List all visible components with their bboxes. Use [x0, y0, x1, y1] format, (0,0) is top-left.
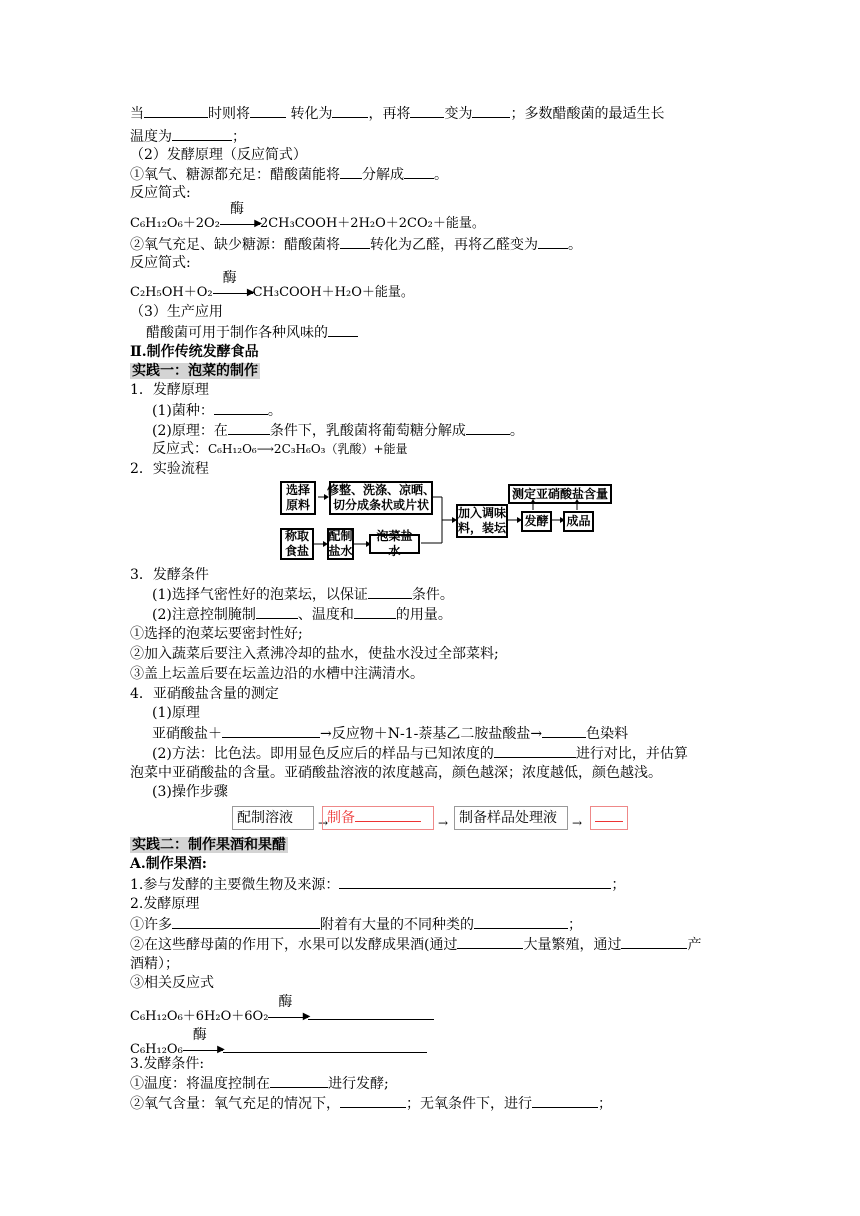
- text: 。: [509, 423, 524, 439]
- blank[interactable]: [355, 808, 421, 822]
- arrow-right-icon: →: [572, 816, 583, 830]
- enzyme-label: 酶: [229, 200, 244, 217]
- flow-prepare-brine: 配制 盐水: [328, 529, 353, 558]
- arrow-right-icon: →: [438, 816, 449, 830]
- flow-process-vegetables: 修整、洗涤、凉晒、 切分成条状或片状: [329, 481, 433, 515]
- equation-left: C₆H₁₂O₆＋2O₂: [130, 216, 220, 231]
- text-line-36: [130, 935, 701, 955]
- text: ①氧气、糖源都充足：醋酸菌能将: [130, 167, 340, 183]
- text-line-22: ①选择的泡菜坛要密封性好;: [130, 626, 303, 642]
- flow-pickle-brine: 泡菜盐水: [369, 534, 420, 554]
- blank[interactable]: [308, 1006, 434, 1020]
- text-line-24: ③盖上坛盖后要在坛盖边沿的水槽中注满清水。: [130, 666, 424, 682]
- text: ；: [598, 1096, 612, 1112]
- subheading-wine: A.制作果酒:: [130, 856, 207, 872]
- practice-2-heading: [130, 836, 288, 855]
- enzyme-arrow: 酶 ▶: [213, 286, 253, 300]
- flow-select-material: 选择 原料: [280, 481, 316, 515]
- text-line-34: 2.发酵原理: [130, 896, 200, 912]
- text-line-26: (1)原理: [152, 705, 200, 721]
- text-line-28: [152, 744, 688, 764]
- reaction-formula: C₆H₁₂O₆⟶2C₃H₆O₃（乳酸）+能量: [208, 442, 408, 456]
- blank[interactable]: [354, 605, 396, 619]
- blank[interactable]: [222, 724, 320, 738]
- blank[interactable]: [256, 605, 298, 619]
- equation-3: [130, 993, 434, 1025]
- text-line-37: 酒精）；: [130, 956, 179, 972]
- text: ；: [611, 877, 626, 893]
- flow-weigh-salt: 称取 食盐: [280, 528, 314, 560]
- text-line-42: [130, 1074, 389, 1094]
- flow-add-seasoning: 加入调味 料，装坛: [456, 504, 508, 538]
- text: ②在这些酵母菌的作用下，水果可以发酵成果酒(通过: [130, 937, 458, 953]
- arrow-right-icon: →: [318, 816, 329, 830]
- flow2-step-sample-solution: 制备样品处理液: [454, 806, 568, 830]
- flow2-step-blank: [590, 806, 628, 830]
- blank[interactable]: [223, 1039, 427, 1053]
- equation-right: 2CH₃COOH＋2H₂O＋2CO₂＋能量。: [259, 216, 485, 231]
- text: 变为: [444, 106, 473, 122]
- text: 产: [687, 937, 702, 953]
- equation-right: CH₃COOH＋H₂O＋能量。: [252, 285, 414, 300]
- enzyme-label: 酶: [192, 1026, 207, 1043]
- enzyme-label: 酶: [278, 993, 293, 1010]
- flow2-step-prepare: [322, 806, 434, 830]
- flow-measure-nitrite: 测定亚硝酸盐含量: [508, 484, 612, 504]
- text: 。: [434, 167, 448, 183]
- blank[interactable]: [621, 935, 687, 949]
- text: 。: [267, 403, 282, 419]
- text: ，再将: [368, 106, 411, 122]
- blank[interactable]: [457, 935, 523, 949]
- text: 温度为: [130, 129, 172, 145]
- text-line-19: 3．发酵条件: [130, 567, 209, 583]
- text: (1)选择气密性好的泡菜坛，以保证: [152, 587, 368, 603]
- text: 时则将: [208, 106, 250, 122]
- text: ①温度：将温度控制在: [130, 1076, 270, 1092]
- equation-left: C₆H₁₂O₆: [130, 1042, 183, 1057]
- equation-left: C₂H₅OH＋O₂: [130, 285, 213, 300]
- text-line-25: 4．亚硝酸盐含量的测定: [130, 686, 279, 702]
- text: ②氧气充足、缺少糖源：醋酸菌将: [130, 237, 340, 253]
- text-line-38: ③相关反应式: [130, 975, 214, 991]
- text: (2)注意控制腌制: [152, 607, 256, 623]
- text: (2)方法：比色法。即用显色反应后的样品与已知浓度的: [152, 746, 494, 762]
- blank[interactable]: [368, 585, 412, 599]
- highlight: 实践一：泡菜的制作: [132, 363, 258, 379]
- text: 附着有大量的不同种类的: [320, 917, 474, 933]
- text-line-30: (3)操作步骤: [152, 784, 228, 800]
- text-line-43: [130, 1094, 612, 1114]
- text: 条件下，乳酸菌将葡萄糖分解成: [269, 423, 466, 439]
- text: ②氧气含量：氧气充足的情况下，: [130, 1096, 340, 1112]
- flow2-step-prepare-solution: 配制溶液: [232, 806, 314, 830]
- text: 转化为乙醛，再将乙醛变为: [370, 237, 538, 253]
- text-line-27: [152, 724, 628, 744]
- text: 大量繁殖，通过: [523, 937, 622, 953]
- enzyme-label: 酶: [222, 269, 237, 286]
- enzyme-arrow: 酶 ▶: [220, 217, 260, 231]
- text: 亚硝酸盐＋: [152, 726, 222, 742]
- text: ①许多: [130, 917, 172, 933]
- text: 条件。: [411, 587, 454, 603]
- text-line-29: 泡菜中亚硝酸盐的含量。亚硝酸盐溶液的浓度越高，颜色越深；浓度越低，颜色越浅。: [130, 765, 662, 781]
- text: ；无氧条件下，进行: [406, 1096, 532, 1112]
- text: 。: [568, 237, 582, 253]
- text: 、温度和: [297, 607, 354, 623]
- text-line-21: [152, 605, 452, 625]
- highlight: 实践二：制作果酒和果醋: [132, 837, 286, 853]
- text-line-33: [130, 875, 625, 895]
- text-line-18: 2．实验流程: [130, 461, 209, 477]
- text-line-14: 1．发酵原理: [130, 382, 209, 398]
- enzyme-arrow: 酶 ▶: [268, 1010, 308, 1024]
- text: (1)菌种：: [152, 403, 214, 419]
- text-line-20: [152, 585, 454, 605]
- text: ；: [568, 917, 582, 933]
- text: 醋酸菌可用于制作各种风味的: [146, 325, 328, 341]
- blank[interactable]: [270, 1074, 328, 1088]
- blank[interactable]: [339, 875, 611, 889]
- text: (2)原理：在: [152, 423, 228, 439]
- text: 色染料: [586, 726, 629, 742]
- flow-ferment: 发酵: [521, 511, 552, 532]
- text: 的用量。: [395, 607, 452, 623]
- text: 制备: [327, 810, 355, 826]
- blank[interactable]: [340, 1094, 406, 1108]
- enzyme-arrow: 酶 ▶: [183, 1043, 223, 1057]
- text: ；多数醋酸菌的最适生长: [510, 106, 665, 122]
- text: 1.参与发酵的主要微生物及来源：: [130, 877, 340, 893]
- text-line-35: [130, 915, 582, 935]
- blank[interactable]: [532, 1094, 598, 1108]
- blank[interactable]: [172, 915, 320, 929]
- section-heading-2: Ⅱ.制作传统发酵食品: [130, 344, 259, 360]
- text-line-41: 3.发酵条件:: [130, 1056, 205, 1072]
- text-line-5: 反应简式:: [130, 185, 191, 201]
- text: 转化为: [290, 106, 333, 122]
- text: 进行对比，并估算: [575, 746, 688, 762]
- blank[interactable]: [494, 744, 576, 758]
- text-line-8: 反应简式:: [130, 255, 191, 271]
- text: 进行发酵;: [328, 1076, 389, 1092]
- flow-product: 成品: [563, 511, 594, 532]
- blank[interactable]: [542, 724, 586, 738]
- text: ；: [232, 129, 246, 145]
- text: 分解成: [362, 167, 404, 183]
- blank[interactable]: [595, 808, 623, 822]
- text-line-10: （3）生产应用: [130, 304, 223, 320]
- text-line-23: ②加入蔬菜后要注入煮沸冷却的盐水，使盐水没过全部菜料;: [130, 646, 499, 662]
- text: 当: [130, 106, 144, 122]
- blank[interactable]: [474, 915, 568, 929]
- text: →反应物＋N-1-萘基乙二胺盐酸盐→: [320, 726, 543, 742]
- text: 反应式：: [152, 441, 208, 457]
- equation-left: C₆H₁₂O₆＋6H₂O＋6O₂: [130, 1009, 269, 1024]
- text-line-3: （2）发酵原理（反应简式）: [130, 147, 307, 163]
